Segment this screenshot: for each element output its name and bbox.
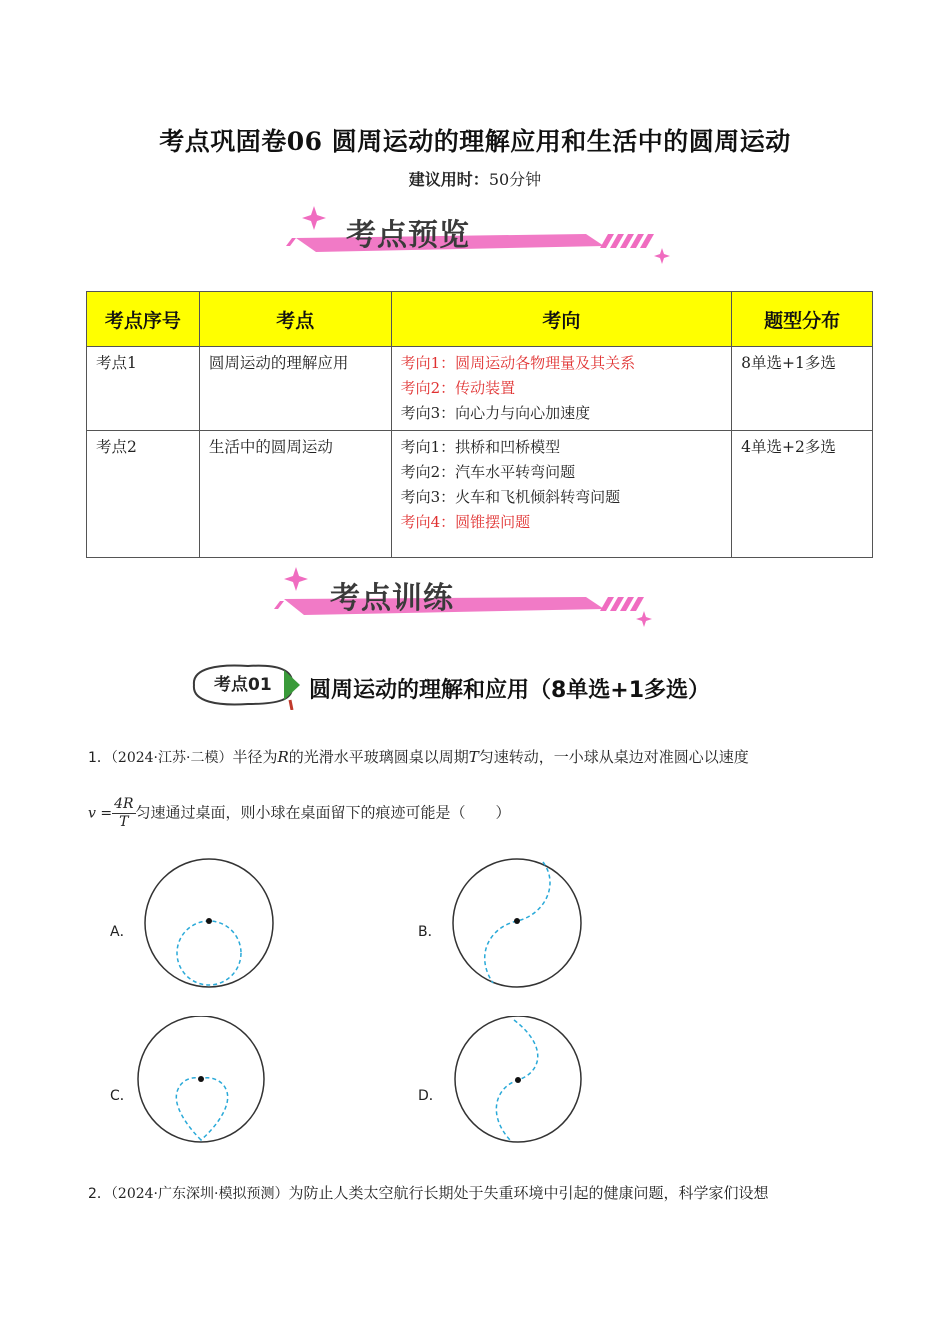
variable-t: T <box>468 748 479 766</box>
overview-table <box>86 291 873 558</box>
section-badge <box>188 660 303 710</box>
training-banner <box>270 565 690 635</box>
question-source: （2024·江苏·二模） <box>110 750 233 766</box>
time-label: 建议用时： <box>408 170 489 189</box>
row-distribution: 8单选+1多选 <box>732 347 873 431</box>
header-distribution: 题型分布 <box>732 292 873 347</box>
training-banner-text: 考点训练 <box>330 581 454 616</box>
header-topic: 考点 <box>199 292 391 347</box>
option-b-label: B． <box>418 924 442 940</box>
question-source: （2024·广东深圳·模拟预测） <box>110 1186 289 1202</box>
direction-item: 考向3：火车和飞机倾斜转弯问题 <box>400 488 621 506</box>
direction-item: 考向1：拱桥和凹桥模型 <box>400 438 561 456</box>
sparkle-icon <box>284 567 308 591</box>
question-text: 半径为 <box>232 748 278 766</box>
formula-numerator: 4R <box>114 796 134 812</box>
preview-banner <box>286 202 706 272</box>
table-row <box>87 347 873 431</box>
question-number: 1． <box>88 750 111 766</box>
option-d-label: D． <box>418 1088 443 1104</box>
direction-item: 考向3：向心力与向心加速度 <box>400 404 591 422</box>
suggested-time <box>0 167 950 190</box>
option-c-diagram[interactable] <box>135 1016 270 1151</box>
option-b-diagram[interactable] <box>448 855 588 995</box>
header-id: 考点序号 <box>87 292 200 347</box>
option-a-diagram[interactable] <box>140 855 280 995</box>
question-text: 匀速转动，一小球从桌边对准圆心以速度 <box>478 748 749 766</box>
formula-fraction <box>112 796 135 831</box>
row-id: 考点2 <box>87 431 200 558</box>
question-2 <box>88 1182 888 1205</box>
preview-banner-text: 考点预览 <box>346 218 470 253</box>
question-text: 匀速通过桌面，则小球在桌面留下的痕迹可能是（ ） <box>135 803 511 822</box>
question-text: 为防止人类太空航行长期处于失重环境中引起的健康问题，科学家们设想 <box>288 1184 769 1202</box>
direction-item: 考向2：汽车水平转弯问题 <box>400 463 576 481</box>
option-d-diagram[interactable] <box>452 1016 587 1151</box>
header-direction: 考向 <box>391 292 732 347</box>
formula-denominator: T <box>119 814 129 830</box>
question-1 <box>88 746 888 769</box>
row-id: 考点1 <box>87 347 200 431</box>
row-distribution: 4单选+2多选 <box>732 431 873 558</box>
table-row <box>87 431 873 558</box>
direction-item: 考向4：圆锥摆问题 <box>400 513 531 531</box>
table-header-row <box>87 292 873 347</box>
row-topic: 生活中的圆周运动 <box>199 431 391 558</box>
direction-item: 考向2：传动装置 <box>400 379 516 397</box>
sparkle-icon <box>302 206 326 230</box>
badge-text: 考点01 <box>214 675 272 695</box>
option-a-label: A． <box>110 924 134 940</box>
row-topic: 圆周运动的理解应用 <box>199 347 391 431</box>
formula-lhs: v = <box>88 805 113 822</box>
direction-item: 考向1：圆周运动各物理量及其关系 <box>400 354 636 372</box>
option-c-label: C． <box>110 1088 134 1104</box>
time-value: 50分钟 <box>488 170 542 189</box>
question-number: 2． <box>88 1186 111 1202</box>
question-text: 的光滑水平玻璃圆桌以周期 <box>288 748 469 766</box>
page-title: 考点巩固卷06 圆周运动的理解应用和生活中的圆周运动 <box>159 127 791 156</box>
question-1-line-2 <box>88 796 888 831</box>
row-directions <box>391 431 732 558</box>
section-title: 圆周运动的理解和应用（8单选+1多选） <box>309 678 711 703</box>
variable-r: R <box>277 748 289 766</box>
row-directions <box>391 347 732 431</box>
